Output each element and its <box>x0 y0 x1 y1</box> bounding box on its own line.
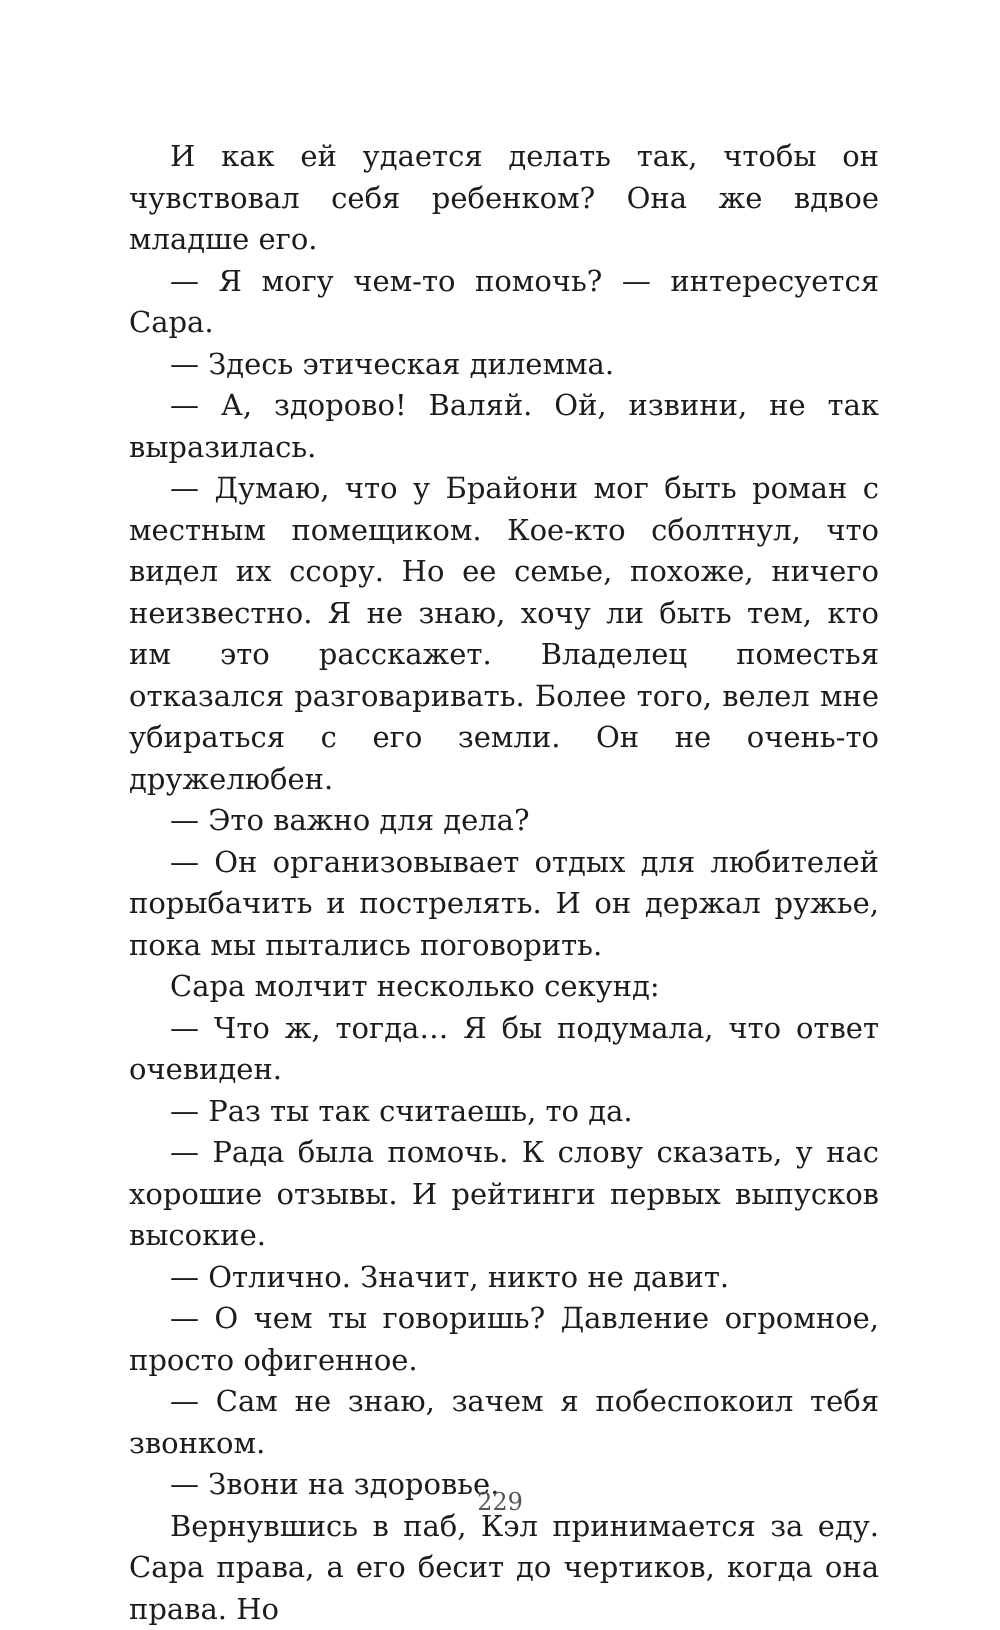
paragraph: — Рада была помочь. К слову сказать, у нас хорошие отзывы. И рейтинги первых выпусков высокие. <box>129 1132 879 1257</box>
paragraph: — Отлично. Значит, никто не давит. <box>129 1257 879 1299</box>
paragraph: — Думаю, что у Брайони мог быть роман с местным помещиком. Кое-кто сболтнул, что видел их ссору. Но ее семье, похоже, ничего неизвестно. Я не знаю, хочу ли быть тем, кто им это расскажет. Владелец поместья отказался разговаривать. Более того, велел мне убираться с его земли. Он не очень-то дружелюбен. <box>129 468 879 800</box>
paragraph: — О чем ты говоришь? Давление огромное, просто офигенное. <box>129 1298 879 1381</box>
paragraph: — А, здорово! Валяй. Ой, извини, не так выразилась. <box>129 385 879 468</box>
paragraph: — Звони на здоровье. <box>129 1464 879 1506</box>
paragraph: — Он организовывает отдых для любителей порыбачить и пострелять. И он держал ружье, пока мы пытались поговорить. <box>129 842 879 967</box>
page-number: 229 <box>0 1488 1000 1516</box>
paragraph: — Что ж, тогда… Я бы подумала, что ответ очевиден. <box>129 1008 879 1091</box>
paragraph: И как ей удается делать так, чтобы он чувствовал себя ребенком? Она же вдвое младше его. <box>129 136 879 261</box>
paragraph: — Сам не знаю, зачем я побеспокоил тебя звонком. <box>129 1381 879 1464</box>
paragraph: Вернувшись в паб, Кэл принимается за еду. Сара права, а его бесит до чертиков, когда она права. Но <box>129 1506 879 1630</box>
body-text <box>129 136 879 1630</box>
paragraph: — Раз ты так считаешь, то да. <box>129 1091 879 1133</box>
paragraph: — Здесь этическая дилемма. <box>129 344 879 386</box>
paragraph: Сара молчит несколько секунд: <box>129 966 879 1008</box>
paragraph: — Это важно для дела? <box>129 800 879 842</box>
paragraph: — Я могу чем-то помочь? — интересуется Сара. <box>129 261 879 344</box>
